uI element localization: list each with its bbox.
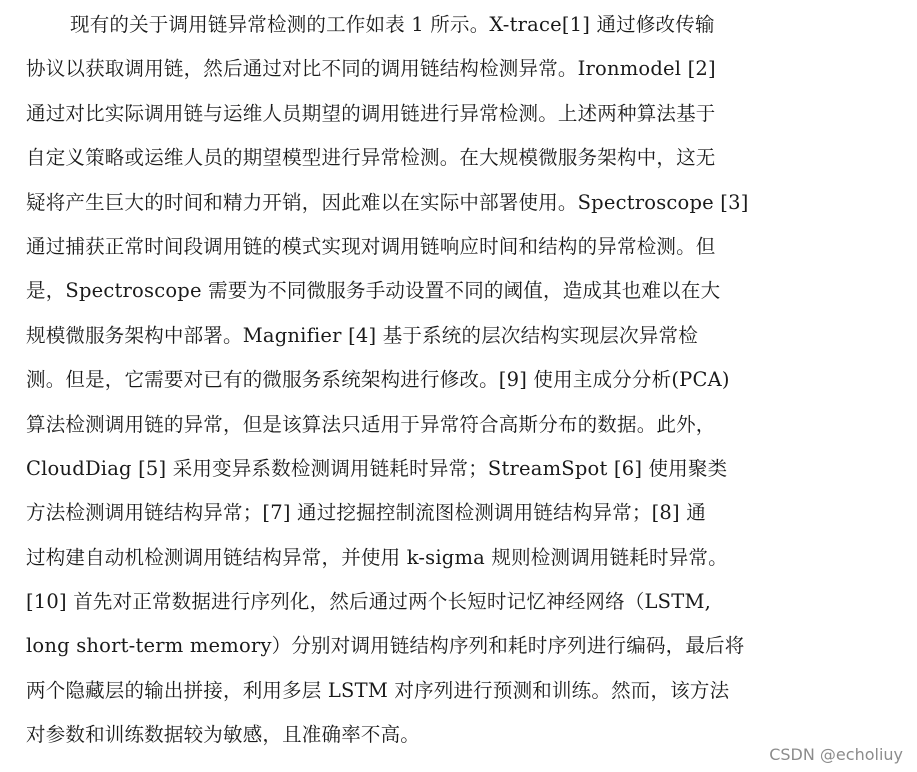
paragraph-line: 测。但是，它需要对已有的微服务系统架构进行修改。[9] 使用主成分分析(PCA) xyxy=(26,368,730,392)
paragraph-line: 对参数和训练数据较为敏感，且准确率不高。 xyxy=(26,723,421,747)
paragraph-line: 现有的关于调用链异常检测的工作如表 1 所示。X-trace[1] 通过修改传输 xyxy=(70,13,715,36)
paragraph xyxy=(26,3,901,758)
paragraph-line: 通过对比实际调用链与运维人员期望的调用链进行异常检测。上述两种算法基于 xyxy=(26,101,716,125)
paragraph-line: 自定义策略或运维人员的期望模型进行异常检测。在大规模微服务架构中，这无 xyxy=(26,146,716,170)
source-credit: CSDN @echoliuy xyxy=(769,745,903,764)
paragraph-line: 规模微服务架构中部署。Magnifier [4] 基于系统的层次结构实现层次异常检 xyxy=(26,323,698,347)
paragraph-line: 两个隐藏层的输出拼接，利用多层 LSTM 对序列进行预测和训练。然而，该方法 xyxy=(26,678,730,702)
paragraph-line: 疑将产生巨大的时间和精力开销，因此难以在实际中部署使用。Spectroscope [3] xyxy=(26,190,749,214)
paragraph-line: 通过捕获正常时间段调用链的模式实现对调用链响应时间和结构的异常检测。但 xyxy=(26,234,716,258)
paragraph-line: 是，Spectroscope 需要为不同微服务手动设置不同的阈值，造成其也难以在大 xyxy=(26,279,721,303)
paragraph-line: CloudDiag [5] 采用变异系数检测调用链耗时异常；StreamSpot [6] 使用聚类 xyxy=(26,456,728,480)
paragraph-line: 方法检测调用链结构异常；[7] 通过挖掘控制流图检测调用链结构异常；[8] 通 xyxy=(26,501,706,525)
paragraph-line: [10] 首先对正常数据进行序列化，然后通过两个长短时记忆神经网络（LSTM, xyxy=(26,590,712,614)
paragraph-line: 协议以获取调用链，然后通过对比不同的调用链结构检测异常。Ironmodel [2] xyxy=(26,57,716,81)
paragraph-line: long short-term memory）分别对调用链结构序列和耗时序列进行编码，最后将 xyxy=(26,634,745,658)
paragraph-line: 过构建自动机检测调用链结构异常，并使用 k-sigma 规则检测调用链耗时异常。 xyxy=(26,545,728,569)
paragraph-line: 算法检测调用链的异常，但是该算法只适用于异常符合高斯分布的数据。此外， xyxy=(26,412,716,436)
